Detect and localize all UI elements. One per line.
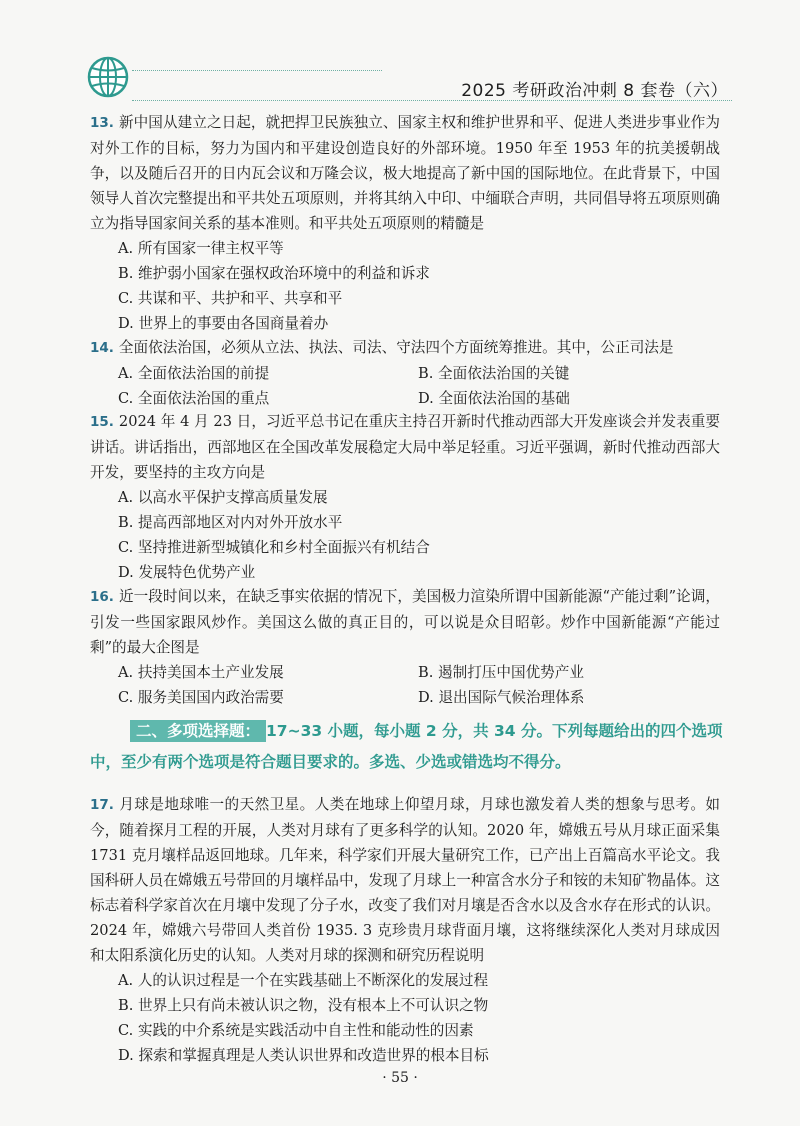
option-c[interactable]: C. 全面依法治国的重点 <box>118 390 270 407</box>
option-a[interactable]: A. 以高水平保护支撑高质量发展 <box>118 489 328 506</box>
option-d[interactable]: D. 世界上的事要由各国商量着办 <box>118 315 329 332</box>
question-stem <box>90 584 720 660</box>
question-text: 全面依法治国，必须从立法、执法、司法、守法四个方面统筹推进。其中，公正司法是 <box>118 339 674 356</box>
option-c[interactable]: C. 共谋和平、共护和平、共享和平 <box>118 290 343 307</box>
question-number: 14. <box>90 340 114 356</box>
options-grid <box>90 660 720 710</box>
question-16 <box>90 584 720 710</box>
option-b[interactable]: B. 全面依法治国的关键 <box>418 365 570 382</box>
question-stem <box>90 409 720 485</box>
question-number: 13. <box>90 115 114 131</box>
option-d[interactable]: D. 退出国际气候治理体系 <box>418 689 585 706</box>
question-number: 17. <box>90 797 114 813</box>
question-stem <box>90 792 720 968</box>
question-17 <box>90 792 720 1068</box>
question-text: 新中国从建立之日起，就把捍卫民族独立、国家主权和维护世界和平、促进人类进步事业作为对外工作的目标，努力为国内和平建设创造良好的外部环境。1950 年至 1953 年的抗美援朝战争，以及随后召开的日内瓦会议和万隆会议，极大地提高了新中国的国际地位。在此背景下，中国领导人首次完整提出和平共处五项原则，并将其纳入中印、中缅联合声明，共同倡导将五项原则确立为指导国家间关系的基本准则。和平共处五项原则的精髓是 <box>90 114 720 232</box>
question-15 <box>90 409 720 585</box>
question-stem <box>90 110 720 236</box>
options-grid <box>90 361 720 411</box>
question-text: 近一段时间以来，在缺乏事实依据的情况下，美国极力渲染所谓中国新能源“产能过剩”论调，引发一些国家跟风炒作。美国这么做的真正目的，可以说是众目昭彰。炒作中国新能源“产能过剩”的最大企图是 <box>90 588 720 656</box>
question-13 <box>90 110 720 336</box>
option-b[interactable]: B. 提高西部地区对内对外开放水平 <box>118 514 343 531</box>
question-text: 2024 年 4 月 23 日，习近平总书记在重庆主持召开新时代推动西部大开发座谈会并发表重要讲话。讲话指出，西部地区在全国改革发展稳定大局中举足轻重。习近平强调，新时代推动西部大开发，要坚持的主攻方向是 <box>90 413 720 481</box>
option-c[interactable]: C. 服务美国国内政治需要 <box>118 689 284 706</box>
section-instructions: 17~33 小题，每小题 2 分，共 34 分。下列每题给出的四个选项中，至少有两个选项是符合题目要求的。多选、少选或错选均不得分。 <box>90 722 723 771</box>
option-a[interactable]: A. 人的认识过程是一个在实践基础上不断深化的发展过程 <box>118 972 489 989</box>
question-14 <box>90 335 720 411</box>
option-b[interactable]: B. 世界上只有尚未被认识之物，没有根本上不可认识之物 <box>118 997 489 1014</box>
option-b[interactable]: B. 维护弱小国家在强权政治环境中的利益和诉求 <box>118 265 430 282</box>
page-number: · 55 · <box>382 1070 418 1086</box>
option-a[interactable]: A. 所有国家一律主权平等 <box>118 240 284 257</box>
option-d[interactable]: D. 全面依法治国的基础 <box>418 390 570 407</box>
page-header <box>0 0 800 112</box>
question-stem <box>90 335 720 361</box>
globe-icon <box>86 55 130 99</box>
option-d[interactable]: D. 发展特色优势产业 <box>118 564 256 581</box>
option-b[interactable]: B. 遏制打压中国优势产业 <box>418 664 584 681</box>
option-d[interactable]: D. 探索和掌握真理是人类认识世界和改造世界的根本目标 <box>118 1047 489 1064</box>
section-heading <box>90 716 730 778</box>
option-a[interactable]: A. 全面依法治国的前提 <box>118 365 270 382</box>
series-title: 2025 考研政治冲刺 8 套卷（六） <box>461 81 728 101</box>
question-text: 月球是地球唯一的天然卫星。人类在地球上仰望月球，月球也激发着人类的想象与思考。如今，随着探月工程的开展，人类对月球有了更多科学的认知。2020 年，嫦娥五号从月球正面采集 1731 克月壤样品返回地球。几年来，科学家们开展大量研究工作，已产出上百篇高水平论文。我国科研人员在嫦娥五号带回的月壤样品中，发现了月球上一种富含水分子和铵的未知矿物晶体。这标志着科学家首次在月壤中发现了分子水，改变了我们对月壤是否含水以及含水存在形式的认识。2024 年，嫦娥六号带回人类首份 1935. 3 克珍贵月球背面月壤，这将继续深化人类对月球成因和太阳系演化历史的认知。人类对月球的探测和研究历程说明 <box>90 796 720 964</box>
question-number: 15. <box>90 414 114 430</box>
option-c[interactable]: C. 坚持推进新型城镇化和乡村全面振兴有机结合 <box>118 539 430 556</box>
header-dotted-rule-top <box>132 70 382 71</box>
option-c[interactable]: C. 实践的中介系统是实践活动中自主性和能动性的因素 <box>118 1022 474 1039</box>
option-a[interactable]: A. 扶持美国本土产业发展 <box>118 664 284 681</box>
question-number: 16. <box>90 589 114 605</box>
section-tag: 二、多项选择题： <box>130 720 266 742</box>
